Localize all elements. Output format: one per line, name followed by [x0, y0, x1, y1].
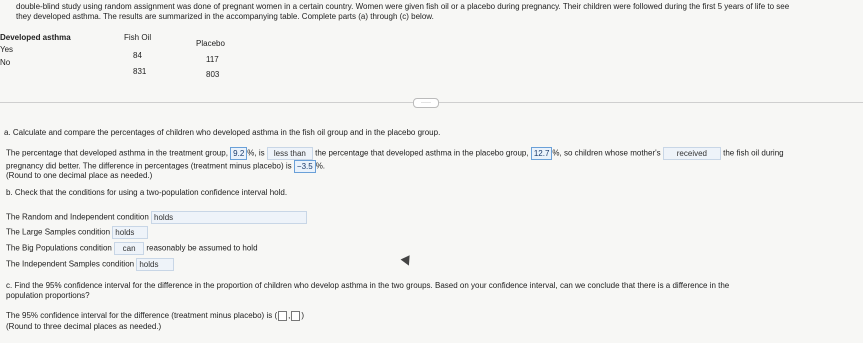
- table-cell-no-placebo: 803: [206, 70, 220, 79]
- part-c-rounding-note: (Round to three decimal places as needed.): [6, 322, 162, 331]
- intro-line-1: double-blind study using random assignment was done of pregnant women in a certain country. Women were given fish oil or a placebo during pregnancy. Their children were followed during the first 5 years of life to see: [16, 2, 790, 11]
- ci-end: ): [301, 311, 305, 321]
- part-a-sentence-1: [6, 147, 784, 160]
- part-a-s1-mid2: the percentage that developed asthma in the placebo group,: [315, 148, 529, 158]
- table-row-label-yes: Yes: [0, 45, 14, 54]
- condition-suffix: reasonably be assumed to hold: [146, 243, 258, 253]
- table-header-fish-oil: Fish Oil: [124, 33, 152, 42]
- ci-lower-input[interactable]: [278, 311, 287, 321]
- part-a-s2-end: %.: [315, 161, 326, 171]
- condition-label: The Random and Independent condition: [6, 212, 149, 222]
- table-header-developed-asthma: Developed asthma: [0, 33, 71, 42]
- condition-big-populations: [6, 242, 258, 255]
- ci-text: The 95% confidence interval for the difference (treatment minus placebo) is (: [6, 311, 278, 321]
- table-cell-no-fish-oil: 831: [133, 67, 147, 76]
- mouse-cursor-icon: [401, 255, 414, 267]
- table-cell-yes-placebo: 117: [206, 55, 219, 64]
- comparison-dropdown[interactable]: less than: [267, 147, 313, 160]
- expand-button[interactable]: ·····: [413, 98, 439, 108]
- big-populations-dropdown[interactable]: can: [114, 242, 144, 255]
- condition-label: The Independent Samples condition: [6, 259, 135, 269]
- condition-label: The Big Populations condition: [6, 243, 112, 253]
- condition-large-samples: [6, 226, 148, 239]
- answer-treatment-percentage[interactable]: 9.2: [230, 147, 247, 160]
- part-c-question-line-1: c. Find the 95% confidence interval for the difference in the proportion of children who develop asthma in the two groups. Based on your confidence interval, can we conclude that there is a difference in the: [6, 281, 730, 290]
- part-c-question-line-2: population proportions?: [6, 291, 90, 300]
- table-row-label-no: No: [0, 58, 11, 67]
- part-a-question: a. Calculate and compare the percentages of children who developed asthma in the fish oil group and in the placebo group.: [4, 128, 441, 137]
- independent-samples-dropdown[interactable]: holds: [136, 258, 174, 271]
- confidence-interval-line: The 95% confidence interval for the difference (treatment minus placebo) is ( , ): [6, 311, 305, 321]
- answer-placebo-percentage[interactable]: 12.7: [531, 147, 553, 160]
- condition-label: The Large Samples condition: [6, 227, 111, 237]
- part-a-s1-mid1: %, is: [247, 148, 265, 158]
- part-a-s1-pre: The percentage that developed asthma in the treatment group,: [6, 148, 228, 158]
- intro-line-2: they developed asthma. The results are summarized in the accompanying table. Complete parts (a) through (c) below.: [16, 12, 434, 21]
- table-header-placebo: Placebo: [196, 39, 225, 48]
- part-a-rounding-note: (Round to one decimal place as needed.): [6, 171, 153, 180]
- condition-independent-samples: [6, 258, 174, 271]
- condition-random-independent: [6, 211, 307, 224]
- table-cell-yes-fish-oil: 84: [133, 51, 142, 60]
- large-samples-dropdown[interactable]: holds: [112, 226, 148, 239]
- part-a-s1-end: the fish oil during: [723, 148, 784, 158]
- ci-upper-input[interactable]: [291, 311, 300, 321]
- received-dropdown[interactable]: received: [663, 147, 721, 160]
- part-a-s1-mid3: %, so children whose mother's: [552, 148, 661, 158]
- part-b-question: b. Check that the conditions for using a two-population confidence interval hold.: [6, 188, 288, 197]
- answer-difference-percentage[interactable]: −3.5: [294, 160, 316, 173]
- part-a-s2-pre: pregnancy did better. The difference in percentages (treatment minus placebo) is: [6, 161, 292, 171]
- random-independent-dropdown[interactable]: holds: [151, 211, 307, 224]
